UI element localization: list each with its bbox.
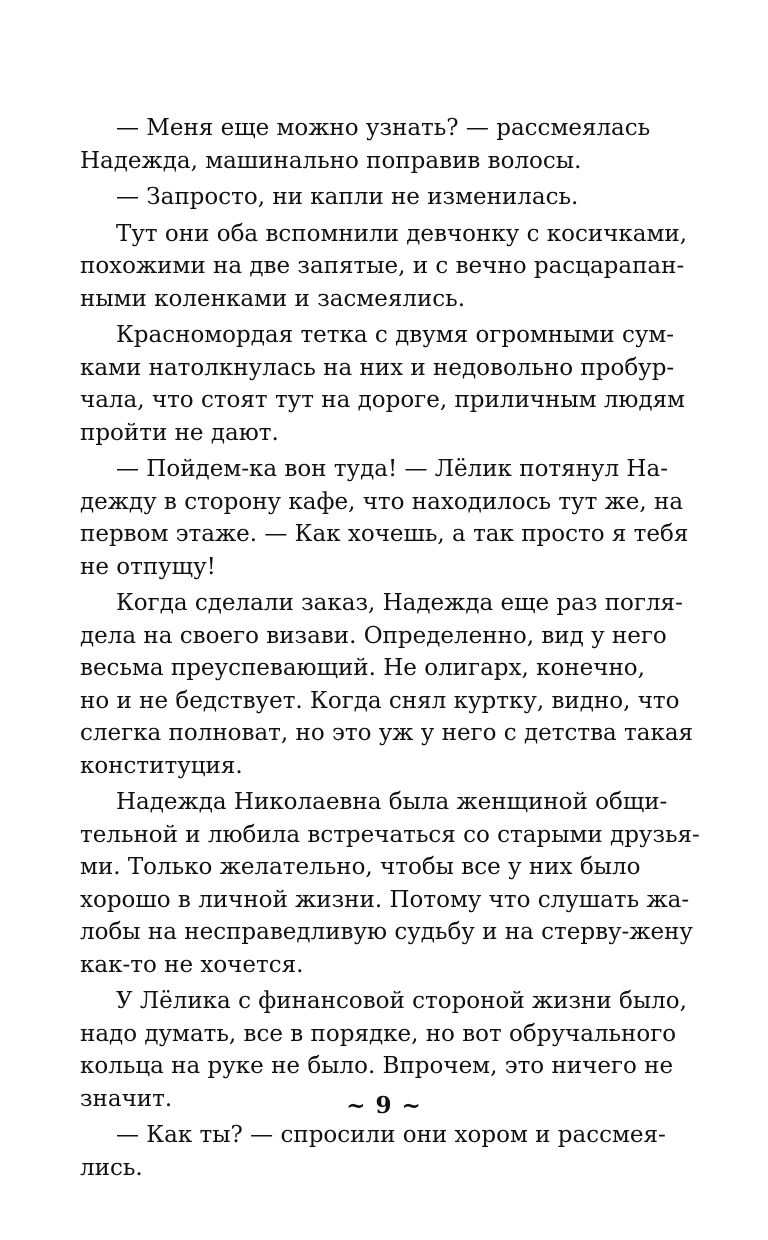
paragraph-6	[80, 587, 694, 782]
text-line: первом этаже. — Как хочешь, а так просто я тебя	[80, 521, 689, 547]
paragraph-1	[80, 112, 651, 177]
paragraph-7	[80, 786, 700, 981]
text-line: У Лёлика с финансовой стороной жизни было,	[116, 988, 687, 1014]
paragraph-3	[80, 218, 688, 316]
text-line: конституция.	[80, 752, 243, 779]
text-line: дела на своего визави. Определенно, вид у него	[80, 622, 667, 649]
text-line: Надежда Николаевна была женщиной общи-	[116, 789, 668, 815]
book-page-text	[80, 112, 700, 1188]
text-line: значит.	[80, 1085, 173, 1112]
text-line: ными коленками и засмеялись.	[80, 285, 466, 312]
text-line: пройти не дают.	[80, 419, 279, 446]
text-line: чала, что стоят тут на дороге, приличным людям	[80, 387, 686, 413]
text-line: слегка полноват, но это уж у него с детства такая	[80, 720, 694, 746]
text-line: ми. Только желательно, чтобы все у них было	[80, 854, 641, 880]
text-line: Тут они оба вспомнили девчонку с косичками,	[116, 220, 688, 247]
text-line: кольца на руке не было. Впрочем, это ничего не	[80, 1053, 674, 1079]
text-line: — Как ты? — спросили они хором и рассмея-	[116, 1122, 666, 1148]
text-line: как-то не хочется.	[80, 951, 304, 978]
text-line: Когда сделали заказ, Надежда еще раз погля-	[116, 590, 683, 616]
text-line: — Меня еще можно узнать? — рассмеялась	[116, 115, 651, 141]
text-line: — Запросто, ни капли не изменилась.	[116, 184, 579, 210]
text-line: весьма преуспевающий. Не олигарх, конечно,	[80, 655, 645, 681]
paragraph-4	[80, 319, 686, 449]
text-line: не отпущу!	[80, 553, 216, 580]
text-line: но и не бедствует. Когда снял куртку, видно, что	[80, 687, 680, 714]
paragraph-9	[80, 1119, 666, 1184]
text-line: лобы на несправедливую судьбу и на стерву-жену	[80, 919, 693, 945]
text-line: ками натолкнулась на них и недовольно пробур-	[80, 354, 675, 381]
text-line: лись.	[80, 1154, 143, 1181]
text-line: дежду в сторону кафе, что находилось тут же, на	[80, 488, 684, 515]
text-line: надо думать, все в порядке, но вот обручального	[80, 1020, 677, 1047]
text-line: Надежда, машинально поправив волосы.	[80, 147, 582, 174]
text-line: — Пойдем-ка вон туда! — Лёлик потянул На-	[116, 456, 668, 482]
paragraph-2	[80, 181, 640, 214]
text-line: похожими на две запятые, и с вечно расцарапан-	[80, 253, 685, 279]
page-number: ~ 9 ~	[346, 1092, 422, 1119]
text-line: тельной и любила встречаться со старыми друзья-	[80, 821, 700, 848]
text-line: Красномордая тетка с двумя огромными сум-	[116, 322, 675, 348]
text-line: хорошо в личной жизни. Потому что слушать жа-	[80, 886, 690, 913]
paragraph-5	[80, 453, 689, 583]
